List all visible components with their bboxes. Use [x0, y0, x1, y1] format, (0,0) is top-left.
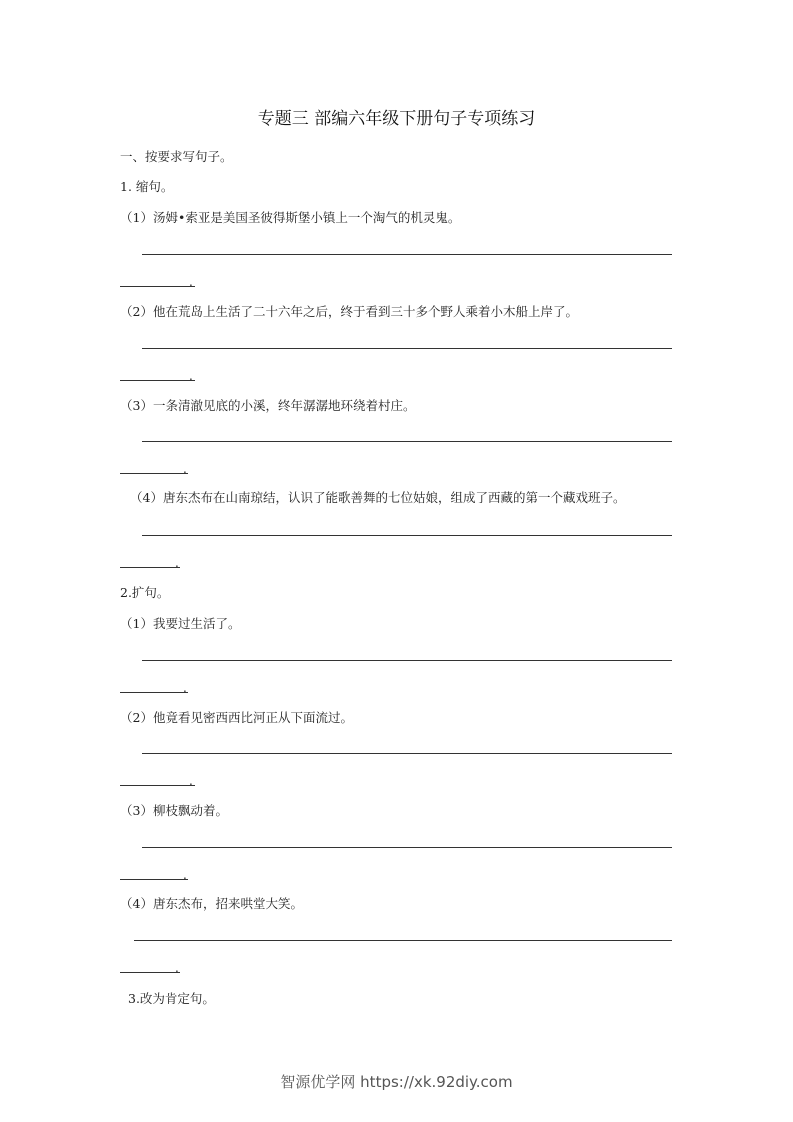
footer-watermark: 智源优学网 https://xk.92diy.com — [280, 1073, 513, 1091]
q1-item-4-answer-line[interactable] — [142, 535, 672, 536]
q1-item-3-answer-tail[interactable] — [120, 473, 188, 474]
q1-item-3-end-mark: . — [183, 462, 187, 476]
q2-item-4-text: （4）唐东杰布，招来哄堂大笑。 — [120, 896, 303, 911]
q1-item-4-answer-tail[interactable] — [120, 567, 180, 568]
page-title: 专题三 部编六年级下册句子专项练习 — [257, 109, 536, 129]
q2-item-1-answer-line[interactable] — [142, 660, 672, 661]
q1-item-2-text: （2）他在荒岛上生活了二十六年之后，终于看到三十多个野人乘着小木船上岸了。 — [120, 304, 578, 319]
q1-item-2-answer-line[interactable] — [142, 348, 672, 349]
q1-item-2-answer-tail[interactable] — [120, 380, 195, 381]
q1-item-1-text: （1）汤姆•索亚是美国圣彼得斯堡小镇上一个淘气的机灵鬼。 — [120, 210, 461, 225]
q2-item-3-answer-line[interactable] — [142, 847, 672, 848]
q2-item-4-answer-tail[interactable] — [120, 972, 180, 973]
question-2-label: 2.扩句。 — [120, 585, 170, 600]
q1-item-4-end-mark: . — [175, 556, 179, 570]
q2-item-3-text: （3）柳枝飘动着。 — [120, 803, 228, 818]
q1-item-1-end-mark: . — [189, 275, 193, 289]
section-heading: 一、按要求写句子。 — [120, 149, 233, 164]
q2-item-1-answer-tail[interactable] — [120, 692, 188, 693]
q2-item-1-text: （1）我要过生活了。 — [120, 616, 241, 631]
q2-item-2-text: （2）他竟看见密西西比河正从下面流过。 — [120, 710, 353, 725]
q1-item-2-end-mark: . — [189, 369, 193, 383]
q2-item-1-end-mark: . — [183, 681, 187, 695]
q2-item-2-end-mark: . — [189, 774, 193, 788]
q2-item-3-answer-tail[interactable] — [120, 879, 188, 880]
question-3-label: 3.改为肯定句。 — [128, 991, 215, 1006]
q2-item-4-answer-line[interactable] — [134, 940, 672, 941]
q1-item-1-answer-tail[interactable] — [120, 286, 195, 287]
q2-item-4-end-mark: . — [175, 961, 179, 975]
q1-item-4-text: （4）唐东杰布在山南琼结，认识了能歌善舞的七位姑娘，组成了西藏的第一个藏戏班子。 — [130, 490, 626, 505]
q2-item-2-answer-tail[interactable] — [120, 785, 195, 786]
q1-item-1-answer-line[interactable] — [142, 254, 672, 255]
q1-item-3-text: （3）一条清澈见底的小溪，终年潺潺地环绕着村庄。 — [120, 398, 416, 413]
q1-item-3-answer-line[interactable] — [142, 441, 672, 442]
q2-item-2-answer-line[interactable] — [142, 753, 672, 754]
question-1-label: 1. 缩句。 — [120, 179, 174, 194]
q2-item-3-end-mark: . — [183, 868, 187, 882]
